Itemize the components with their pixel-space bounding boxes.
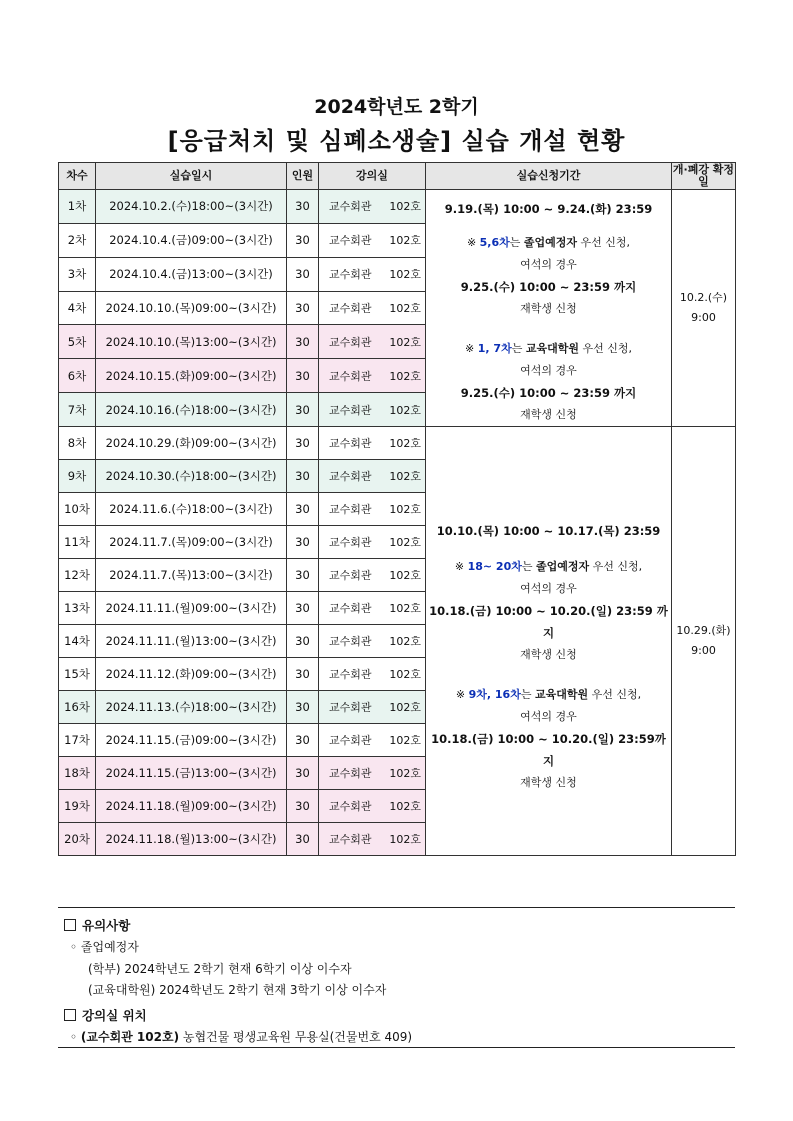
table-row [59,190,736,224]
cell-date: 2024.11.11.(월)13:00~(3시간) [96,625,287,658]
cell-round: 7차 [59,393,96,427]
cell-round: 12차 [59,559,96,592]
cell-capacity: 30 [287,325,319,359]
cell-date: 2024.11.11.(월)09:00~(3시간) [96,592,287,625]
caution-sub1: (학부) 2024학년도 2학기 현재 6학기 이상 이수자 [88,962,352,976]
cell-capacity: 30 [287,359,319,393]
cell-round: 19차 [59,790,96,823]
cell-capacity: 30 [287,291,319,325]
cell-round: 4차 [59,291,96,325]
location-line: ◦ (교수회관 102호) 농협건물 평생교육원 무용실(건물번호 409) [70,1030,413,1044]
cell-room: 교수회관 102호 [319,757,426,790]
title-year: 2024학년도 2학기 [314,96,479,118]
cell-date: 2024.10.10.(목)09:00~(3시간) [96,291,287,325]
caution-item: ◦ 졸업예정자 [70,940,139,954]
cell-room: 교수회관 102호 [319,393,426,427]
cell-capacity: 30 [287,393,319,427]
cell-room: 교수회관 102호 [319,257,426,291]
confirm-cell-group1: 10.2.(수) 9:00 [672,190,736,427]
cell-room: 교수회관 102호 [319,460,426,493]
cell-round: 15차 [59,658,96,691]
cell-capacity: 30 [287,790,319,823]
cell-capacity: 30 [287,190,319,224]
cell-round: 2차 [59,223,96,257]
cell-capacity: 30 [287,823,319,856]
cell-round: 17차 [59,724,96,757]
cell-room: 교수회관 102호 [319,658,426,691]
cell-room: 교수회관 102호 [319,223,426,257]
cell-room: 교수회관 102호 [319,493,426,526]
cell-date: 2024.11.6.(수)18:00~(3시간) [96,493,287,526]
cell-room: 교수회관 102호 [319,427,426,460]
cell-room: 교수회관 102호 [319,592,426,625]
cell-room: 교수회관 102호 [319,559,426,592]
cell-capacity: 30 [287,724,319,757]
period-cell-group2: 10.10.(목) 10:00 ~ 10.17.(목) 23:59 ※ 18~ 20차는 졸업예정자 우선 신청, 여석의 경우 10.18.(금) 10:00 ~ 10.20.(일) 23:59 까지 재학생 신청 ※ 9차, 16차는 교육대학원 우선 신청, 여석의 경우 10.18.(금) 10:00 ~ 10.20.(일) 23:59까지 재학생 신청 [426,427,672,856]
cell-capacity: 30 [287,526,319,559]
cell-date: 2024.10.4.(금)13:00~(3시간) [96,257,287,291]
cell-capacity: 30 [287,460,319,493]
table-row [59,427,736,460]
page-title: [응급처치 및 심폐소생술] 실습 개설 현황 [167,127,626,155]
cell-capacity: 30 [287,493,319,526]
cell-date: 2024.10.15.(화)09:00~(3시간) [96,359,287,393]
cell-round: 14차 [59,625,96,658]
cell-room: 교수회관 102호 [319,325,426,359]
caution-sub2: (교육대학원) 2024학년도 2학기 현재 3학기 이상 이수자 [88,983,387,997]
cell-capacity: 30 [287,223,319,257]
cell-date: 2024.11.7.(목)09:00~(3시간) [96,526,287,559]
cell-round: 11차 [59,526,96,559]
table-body [59,190,736,856]
header-date: 실습일시 [96,163,287,190]
cell-capacity: 30 [287,625,319,658]
cell-room: 교수회관 102호 [319,625,426,658]
cell-round: 20차 [59,823,96,856]
table-header-row [59,163,736,190]
cell-date: 2024.11.18.(월)09:00~(3시간) [96,790,287,823]
cell-date: 2024.11.15.(금)09:00~(3시간) [96,724,287,757]
header-confirm: 개·폐강 확정일 [672,163,735,188]
notes-section [58,907,735,1048]
cell-round: 13차 [59,592,96,625]
confirm-cell-group2: 10.29.(화) 9:00 [672,427,736,856]
period-main: 10.10.(목) 10:00 ~ 10.17.(목) 23:59 [436,524,661,538]
cell-date: 2024.10.30.(수)18:00~(3시간) [96,460,287,493]
schedule-table [58,162,736,856]
checkbox-square-icon [64,919,76,931]
cell-room: 교수회관 102호 [319,823,426,856]
cell-capacity: 30 [287,658,319,691]
cell-round: 8차 [59,427,96,460]
cell-room: 교수회관 102호 [319,691,426,724]
cell-date: 2024.11.12.(화)09:00~(3시간) [96,658,287,691]
header-room: 강의실 [319,163,426,190]
cell-date: 2024.10.4.(금)09:00~(3시간) [96,223,287,257]
cell-date: 2024.11.7.(목)13:00~(3시간) [96,559,287,592]
cell-capacity: 30 [287,427,319,460]
cell-room: 교수회관 102호 [319,190,426,224]
period-cell-group1: 9.19.(목) 10:00 ~ 9.24.(화) 23:59 ※ 5,6차는 졸업예정자 우선 신청, 여석의 경우 9.25.(수) 10:00 ~ 23:59 까지 재학생 신청 ※ 1, 7차는 교육대학원 우선 신청, 여석의 경우 9.25.(수) 10:00 ~ 23:59 까지 재학생 신청 [426,190,672,427]
cell-date: 2024.10.2.(수)18:00~(3시간) [96,190,287,224]
cell-capacity: 30 [287,559,319,592]
cell-capacity: 30 [287,691,319,724]
cell-round: 5차 [59,325,96,359]
header-round: 차수 [59,163,96,190]
cell-date: 2024.11.18.(월)13:00~(3시간) [96,823,287,856]
cell-room: 교수회관 102호 [319,526,426,559]
cell-room: 교수회관 102호 [319,359,426,393]
caution-heading: 유의사항 [64,916,130,934]
cell-capacity: 30 [287,757,319,790]
cell-room: 교수회관 102호 [319,790,426,823]
period-main: 9.19.(목) 10:00 ~ 9.24.(화) 23:59 [444,202,653,216]
cell-round: 10차 [59,493,96,526]
header-period: 실습신청기간 [426,163,672,190]
cell-date: 2024.11.13.(수)18:00~(3시간) [96,691,287,724]
cell-round: 9차 [59,460,96,493]
cell-round: 16차 [59,691,96,724]
header-capacity: 인원 [287,163,319,190]
cell-round: 18차 [59,757,96,790]
cell-round: 6차 [59,359,96,393]
cell-date: 2024.10.29.(화)09:00~(3시간) [96,427,287,460]
cell-date: 2024.10.16.(수)18:00~(3시간) [96,393,287,427]
cell-capacity: 30 [287,257,319,291]
cell-date: 2024.11.15.(금)13:00~(3시간) [96,757,287,790]
cell-date: 2024.10.10.(목)13:00~(3시간) [96,325,287,359]
cell-room: 교수회관 102호 [319,724,426,757]
location-heading: 강의실 위치 [64,1006,147,1024]
cell-room: 교수회관 102호 [319,291,426,325]
checkbox-square-icon [64,1009,76,1021]
cell-capacity: 30 [287,592,319,625]
cell-round: 3차 [59,257,96,291]
cell-round: 1차 [59,190,96,224]
